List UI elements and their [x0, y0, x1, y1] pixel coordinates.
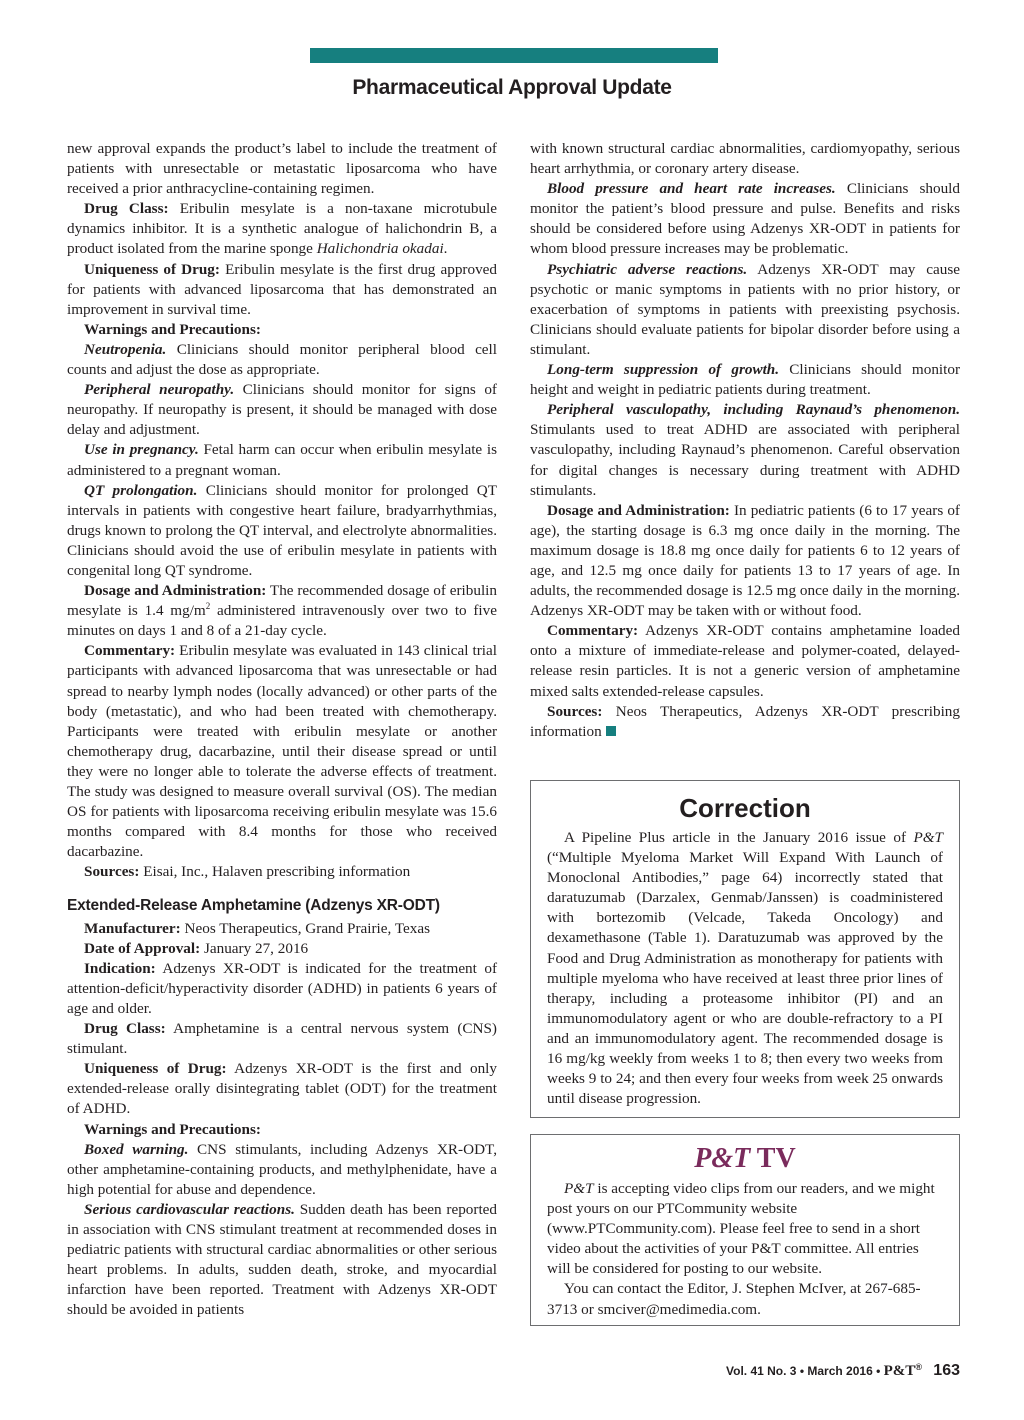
label: Warnings and Precautions:	[84, 1120, 261, 1138]
uniqueness-paragraph	[67, 260, 497, 320]
text: In pediatric patients (6 to 17 years of age), the starting dosage is 6.3 mg once daily in the morning. The maximum dosage is 18.8 mg once daily for patients 6 to 12 years of age, and 12.5 mg once daily for patients 13 to 17 years of age. In adults, the recommended dosage is 12.5 mg once daily in the morning. Adzenys XR-ODT may be taken with or without food.	[530, 501, 960, 620]
page-footer	[726, 1362, 960, 1380]
text: Adzenys XR-ODT is the first and only extended-release orally disintegrating tablet (ODT) for the treatment of ADHD.	[67, 1060, 497, 1118]
separator: •	[876, 1364, 881, 1378]
text: .	[443, 240, 448, 258]
text: Clinicians should monitor for signs of neuropathy. If neuropathy is present, it should be managed with dose delay and adjustment.	[67, 381, 497, 439]
ptv-title	[547, 1143, 943, 1175]
label: Warnings and Precautions:	[84, 320, 261, 338]
label: Uniqueness of Drug:	[84, 260, 220, 278]
text: Fetal harm can occur when eribulin mesylate is administered to a pregnant woman.	[67, 441, 498, 479]
page-number: 163	[933, 1362, 960, 1379]
dosage-paragraph	[67, 581, 497, 641]
title-rest: TV	[750, 1143, 796, 1174]
label: Sources:	[547, 702, 603, 720]
header-accent-bar	[310, 48, 718, 63]
correction-paragraph	[547, 828, 943, 1109]
vasculopathy-paragraph	[530, 400, 960, 500]
text: Eribulin mesylate is a non-taxane microtubule dynamics inhibitor. It is a synthetic analogue of halichondrin B, a product isolated from the marine sponge	[67, 200, 497, 258]
text: administered intravenously over two to five minutes on days 1 and 8 of a 21-day cycle.	[67, 602, 497, 640]
correction-box	[530, 780, 960, 1118]
text: Amphetamine is a central nervous system (CNS) stimulant.	[67, 1020, 497, 1058]
text: Adzenys XR-ODT may cause psychotic or manic symptoms in patients with no prior history, or exacerbation of symptoms in patients with preexisting psychosis. Clinicians should evaluate patients for bipolar disorder before using a stimulant.	[530, 260, 960, 358]
indication-paragraph	[67, 959, 497, 1019]
text: Stimulants used to treat ADHD are associated with peripheral vasculopathy, including Raynaud’s phenomenon. Careful observation for digital changes is necessary during treatment with ADHD stimulants.	[530, 421, 960, 499]
text: is accepting video clips from our readers, and we might post yours on our PTCommunity website (www.PTCommunity.com). Please feel free to send in a short video about the activities of your P&T committee. All entries will be considered for posting to our website.	[547, 1180, 935, 1278]
text: January 27, 2016	[200, 939, 309, 957]
correction-title: Correction	[679, 793, 811, 823]
journal-name: P&T	[564, 1180, 594, 1197]
label: Date of Approval:	[84, 939, 201, 957]
text: Sudden death has been reported in association with CNS stimulant treatment at recommended doses in pediatric patients with structural cardiac abnormalities or other serious heart problems. In adults, sudden death, stroke, and myocardial infarction have been reported. Treatment with Adzenys XR-ODT should be avoided in patients	[67, 1200, 497, 1319]
label: Psychiatric adverse reactions.	[547, 260, 748, 278]
ptv-body	[547, 1179, 943, 1320]
text: Adzenys XR-ODT contains amphetamine loaded onto a mixture of immediate-release and polymer-coated, delayed-release resin particles. It is not a generic version of amphetamine mixed salts extended-release capsules.	[530, 622, 960, 700]
label: Dosage and Administration:	[547, 501, 730, 519]
label: Sources:	[84, 863, 140, 881]
uniqueness-paragraph-2	[67, 1059, 497, 1119]
text: Eribulin mesylate was evaluated in 143 clinical trial participants with advanced liposarcoma that was unresectable or had spread to nearby lymph nodes (locally advanced) or other parts of the body (metastatic), and who had been treated with chemotherapy. Participants were treated with eribulin mesylate or another chemotherapy drug, dacarbazine, until their disease spread or until they were no longer able to tolerate the adverse effects of treatment. The study was designed to measure overall survival (OS). The median OS for patients with liposarcoma receiving eribulin mesylate was 15.6 months compared with 8.4 months for those who received dacarbazine.	[67, 642, 497, 861]
pregnancy-paragraph	[67, 440, 497, 480]
warnings-heading-2	[67, 1120, 497, 1140]
commentary-paragraph	[67, 641, 497, 862]
label: Peripheral vasculopathy, including Raynaud’s phenomenon.	[547, 401, 960, 419]
label: Neutropenia.	[84, 340, 167, 358]
left-column	[67, 139, 497, 1320]
text: Eisai, Inc., Halaven prescribing information	[139, 863, 411, 881]
title-italic: P&T	[694, 1143, 751, 1174]
text: The recommended dosage of eribulin mesylate is 1.4 mg/m	[67, 582, 497, 620]
commentary-paragraph-2	[530, 621, 960, 701]
registered-mark: ®	[915, 1362, 922, 1372]
drug-class-paragraph	[67, 199, 497, 259]
qt-paragraph	[67, 481, 497, 581]
label: Commentary:	[547, 622, 639, 640]
issue-date: March 2016	[807, 1364, 873, 1378]
label: Drug Class:	[84, 1020, 166, 1038]
label: Long-term suppression of growth.	[547, 361, 780, 379]
cardiovascular-paragraph	[67, 1200, 497, 1321]
approval-date-paragraph	[67, 939, 497, 959]
text: Clinicians should monitor for prolonged QT intervals in patients with congestive heart failure, bradyarrhythmias, drugs known to prolong the QT interval, and electrolyte abnormalities. Clinicians should avoid the use of eribulin mesylate in patients with congenital long QT syndrome.	[67, 481, 497, 579]
label: Use in pregnancy.	[84, 441, 199, 459]
blood-pressure-paragraph	[530, 179, 960, 259]
superscript: 2	[205, 601, 211, 612]
boxed-warning-paragraph	[67, 1140, 497, 1200]
ptv-box	[530, 1134, 960, 1326]
text: Clinicians should monitor the patient’s blood pressure and pulse. Benefits and risks should be considered before using Adzenys XR-ODT in patients for whom blood pressure increases may be problematic.	[530, 180, 960, 258]
issue-info: Vol. 41 No. 3	[726, 1364, 797, 1378]
text: Clinicians should monitor peripheral blood cell counts and adjust the dose as appropriate.	[67, 340, 497, 379]
continued-paragraph: with known structural cardiac abnormalities, cardiomyopathy, serious heart arrhythmia, or coronary artery disease.	[530, 140, 960, 178]
label: Peripheral neuropathy.	[84, 381, 235, 399]
separator: •	[799, 1364, 805, 1378]
label: Serious cardiovascular reactions.	[84, 1200, 295, 1218]
label: Blood pressure and heart rate increases.	[547, 180, 836, 198]
end-mark-icon	[606, 726, 616, 736]
correction-body	[547, 828, 943, 1109]
label: Drug Class:	[84, 200, 169, 218]
journal-name: P&T	[913, 829, 943, 846]
label: Dosage and Administration:	[84, 582, 267, 600]
label: Manufacturer:	[84, 919, 181, 937]
sources-paragraph-2	[530, 702, 960, 742]
text: Neos Therapeutics, Grand Prairie, Texas	[180, 919, 431, 937]
ptv-paragraph-1	[547, 1179, 943, 1279]
drug-class-paragraph-2	[67, 1019, 497, 1059]
journal-name: P&T	[883, 1363, 916, 1379]
text: Adzenys XR-ODT is indicated for the treatment of attention-deficit/hyperactivity disorder (ADHD) in patients 6 years of age and older.	[67, 959, 497, 1017]
ptv-paragraph-2: You can contact the Editor, J. Stephen McIver, at 267-685-3713 or smciver@medimedia.com.	[547, 1280, 921, 1318]
right-column	[530, 139, 960, 742]
neuropathy-paragraph	[67, 380, 497, 440]
text: Neos Therapeutics, Adzenys XR-ODT prescribing information	[530, 702, 960, 740]
species-name: Halichondria okadai	[316, 240, 444, 258]
psychiatric-paragraph	[530, 260, 960, 360]
section-subhead: Extended-Release Amphetamine (Adzenys XR-ODT)	[67, 897, 440, 915]
manufacturer-paragraph	[67, 919, 497, 939]
label: Commentary:	[84, 642, 176, 660]
warnings-heading	[67, 320, 497, 340]
sources-paragraph	[67, 862, 497, 882]
page-header: Pharmaceutical Approval Update	[352, 76, 672, 99]
label: Indication:	[84, 959, 156, 977]
growth-paragraph	[530, 360, 960, 400]
dosage-paragraph-2	[530, 501, 960, 622]
text: Eribulin mesylate is the first drug approved for patients with advanced liposarcoma that has demonstrated an improvement in survival time.	[67, 260, 497, 318]
neutropenia-paragraph	[67, 340, 497, 380]
text: (“Multiple Myeloma Market Will Expand With Launch of Monoclonal Antibodies,” page 64) incorrectly stated that daratuzumab (Darzalex, Genmab/Janssen) is coadministered with bortezomib (Velcade, Takeda Oncology) and dexamethasone (Table 1). Daratuzumab was approved by the Food and Drug Administration as monotherapy for patients with multiple myeloma who have received at least three prior lines of therapy, including a proteasome inhibitor (PI) and an immunomodulatory agent or who are double-refractory to a PI and an immunomodulatory agent. The recommended dosage is 16 mg/kg weekly from weeks 1 to 8; then every two weeks from weeks 9 to 24; and then every four weeks from week 25 onwards until disease progression.	[547, 849, 943, 1108]
label: QT prolongation.	[84, 481, 198, 499]
text: CNS stimulants, including Adzenys XR-ODT, other amphetamine-containing products, and methylphenidate, have a high potential for abuse and dependence.	[67, 1140, 497, 1198]
label: Uniqueness of Drug:	[84, 1060, 227, 1078]
text: A Pipeline Plus article in the January 2016 issue of	[564, 829, 914, 846]
text: Clinicians should monitor height and weight in pediatric patients during treatment.	[530, 361, 960, 399]
label: Boxed warning.	[84, 1140, 189, 1158]
intro-paragraph: new approval expands the product’s label to include the treatment of patients with unresectable or metastatic liposarcoma who have received a prior anthracycline-containing regimen.	[67, 140, 497, 198]
